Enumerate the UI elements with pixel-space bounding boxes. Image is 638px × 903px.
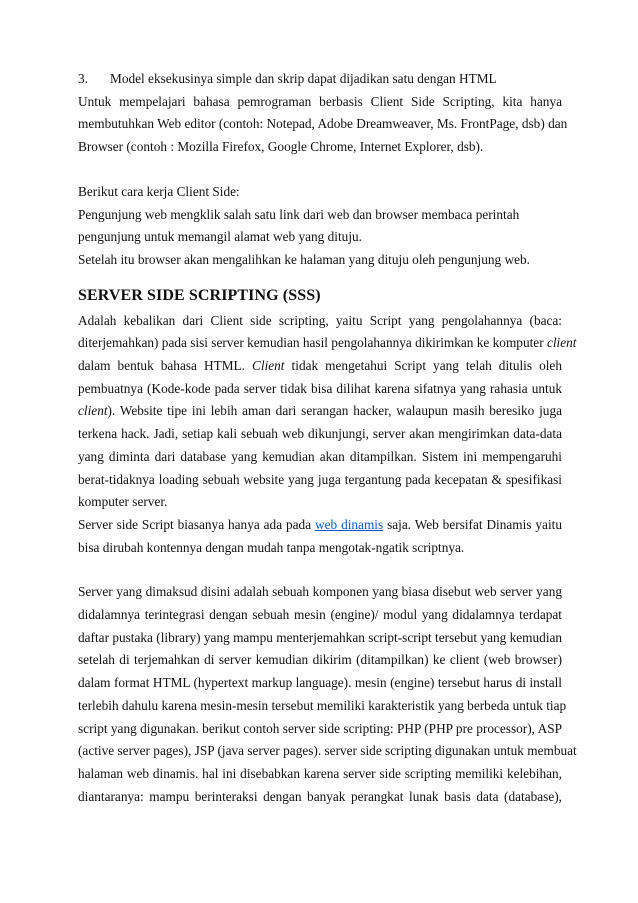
document-page (78, 68, 577, 808)
text-line: dalam bentuk bahasa HTML. Client tidak mengetahui Script yang telah ditulis oleh (78, 358, 562, 374)
text-line: diterjemahkan) pada sisi server kemudian hasil pengolahannya dikirimkan ke komputer client (78, 335, 577, 351)
italic-term: client (78, 403, 108, 419)
text-line: Untuk mempelajari bahasa pemrograman berbasis Client Side Scripting, kita hanya (78, 93, 562, 109)
text-line: Setelah itu browser akan mengalihkan ke halaman yang dituju oleh pengunjung web. (78, 251, 530, 267)
text-line: terkena hack. Jadi, setiap kali sebuah web dikunjungi, server akan mengirimkan data-data (78, 426, 562, 442)
web-dinamis-link[interactable]: web dinamis (315, 516, 384, 532)
text-line: script yang digunakan. berikut contoh server side scripting: PHP (PHP pre processor), ASP (78, 720, 562, 736)
text-line: komputer server. (78, 494, 168, 510)
text-line: membutuhkan Web editor (contoh: Notepad, Adobe Dreamweaver, Ms. FrontPage, dsb) dan (78, 116, 568, 132)
text-line: setelah di terjemahkan di server kemudian dikirim (ditampilkan) ke client (web browser) (78, 652, 562, 668)
text-line: Browser (contoh : Mozilla Firefox, Google Chrome, Internet Explorer, dsb). (78, 139, 484, 155)
italic-term: Client (252, 358, 285, 374)
list-item-3 (78, 68, 562, 91)
text-line: dalam format HTML (hypertext markup language). mesin (engine) tersebut harus di install (78, 675, 562, 691)
text-line: (active server pages), JSP (java server pages). server side scripting digunakan untuk membuat (78, 743, 577, 759)
paragraph-web-server (78, 581, 577, 808)
text-line: Pengunjung web mengklik salah satu link dari web dan browser membaca perintah (78, 206, 520, 222)
text-line: Adalah kebalikan dari Client side scripting, yaitu Script yang pengolahannya (baca: (78, 312, 562, 328)
italic-term: client (546, 335, 577, 351)
paragraph-intro (78, 91, 568, 159)
text-line: Berikut cara kerja Client Side: (78, 183, 240, 199)
text-line: Server yang dimaksud disini adalah sebuah komponen yang biasa disebut web server yang (78, 584, 562, 600)
list-item-text: Model eksekusinya simple dan skrip dapat dijadikan satu dengan HTML (110, 71, 497, 86)
text-line: yang diminta dari database yang kemudian akan ditampilkan. Sistem ini mempengaruhi (78, 448, 562, 464)
paragraph-server-side-scripting (78, 310, 577, 560)
paragraph-client-side (78, 181, 562, 272)
text-line: client). Website tipe ini lebih aman dari serangan hacker, walaupun masih beresiko juga (78, 403, 562, 419)
text-line: halaman web dinamis. hal ini disebabkan karena server side scripting memiliki kelebihan, (78, 765, 562, 781)
text-line: pembuatnya (Kode-kode pada server tidak bisa dilihat karena sifatnya yang rahasia untuk (78, 380, 562, 396)
text-line: pengunjung untuk memangil alamat web yang dituju. (78, 229, 362, 245)
text-line: berat-tidaknya loading sebuah website yang juga tergantung pada kecepatan & spesifikasi (78, 471, 562, 487)
text-line: terlebih dahulu karena mesin-mesin tersebut memiliki karakteristik yang berbeda untuk tiap (78, 697, 567, 713)
text-line: bisa dirubah kontennya dengan mudah tanpa mengotak-ngatik scriptnya. (78, 539, 465, 555)
text-line: diantaranya: mampu berinteraksi dengan banyak perangkat lunak basis data (database), (78, 788, 562, 804)
text-line: didalamnya terintegrasi dengan sebuah mesin (engine)/ modul yang didalamnya terdapat (78, 607, 562, 623)
section-heading: SERVER SIDE SCRIPTING (SSS) (78, 286, 321, 304)
text-line: Server side Script biasanya hanya ada pada web dinamis saja. Web bersifat Dinamis yaitu (78, 516, 562, 532)
text-line: daftar pustaka (library) yang mampu menterjemahkan script-script tersebut yang kemudian (78, 629, 563, 645)
list-item-number: 3. (78, 71, 88, 86)
